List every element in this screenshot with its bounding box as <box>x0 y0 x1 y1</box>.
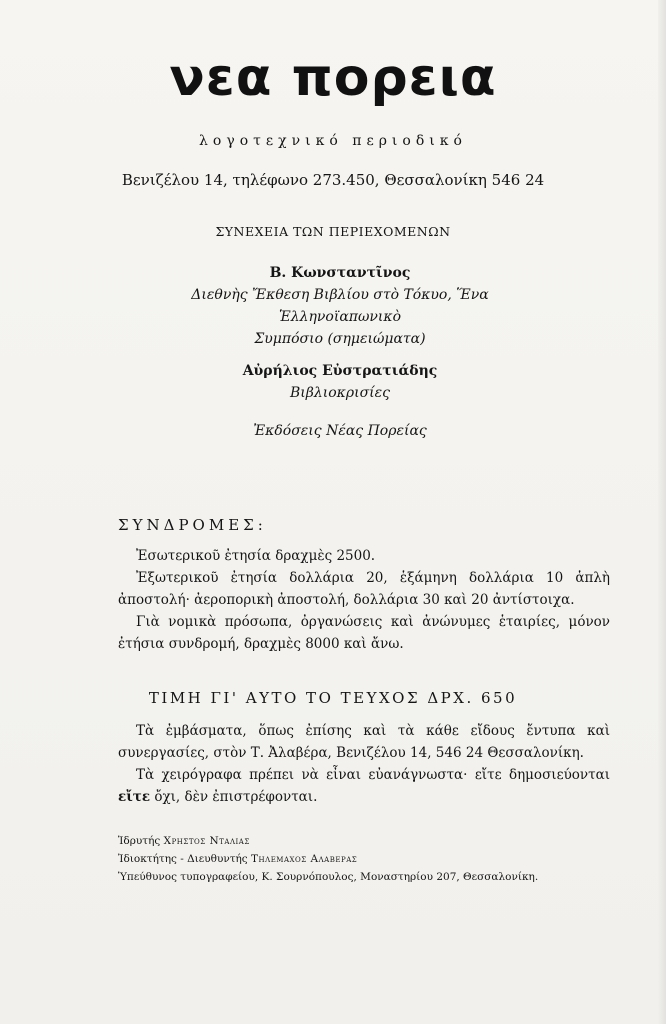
page-edge-shadow <box>658 0 666 1024</box>
contents-author-1: Β. Κωνσταντῖνος <box>269 265 411 281</box>
contents-title-2: Βιβλιοκρισίες <box>290 385 390 401</box>
manuscripts-note-start: Τὰ χειρόγραφα πρέπει νὰ εἶναι εὐανάγνωστα· εἴτε δημοσιεύονται <box>136 767 610 783</box>
colophon-owner <box>118 850 610 868</box>
contents-title-1-line-1: Διεθνὴς Ἔκθεση Βιβλίου στὸ Τόκυο, Ἕνα Ἑλληνοϊαπωνικὸ <box>191 287 489 325</box>
contents-list <box>130 262 550 442</box>
founder-label: Ἱδρυτής <box>118 835 161 847</box>
owner-name: Τηλεμαχος Αλαβερας <box>251 853 358 865</box>
manuscripts-note-bold: εἴτε <box>118 789 151 805</box>
owner-label: Ἰδιοκτήτης - Διευθυντής <box>118 853 248 865</box>
contents-heading: ΣΥΝΕΧΕΙΑ ΤΩΝ ΠΕΡΙΕΧΟΜΕΝΩΝ <box>215 224 451 239</box>
subscriptions-block <box>118 545 610 655</box>
contents-spacer <box>130 350 550 360</box>
colophon-founder <box>118 832 610 850</box>
subscriptions-heading: ΣΥΝΔΡΟΜΕΣ: <box>118 516 267 534</box>
subscription-legal-entities: Γιὰ νομικὰ πρόσωπα, ὀργανώσεις καὶ ἀνώνυμες ἑταιρίες, μόνον ἐτήσια συνδρομή, δραχμὲς 8000 καὶ ἄνω. <box>118 614 610 652</box>
contents-publications: Ἐκδόσεις Νέας Πορείας <box>253 423 427 439</box>
remittance-text: Τὰ ἐμβάσματα, ὅπως ἐπίσης καὶ τὰ κάθε εἴδους ἔντυπα καὶ συνεργασίες, στὸν Τ. Ἀλαβέρα, Βενιζέλου 14, 546 24 Θεσσαλονίκη. <box>118 723 610 761</box>
founder-name: Χρηστος Νταλιας <box>163 835 250 847</box>
manuscripts-note <box>118 764 610 808</box>
manuscripts-note-end: ὄχι, δὲν ἐπιστρέφονται. <box>154 789 318 805</box>
subscription-domestic: Ἐσωτερικοῦ ἐτησία δραχμὲς 2500. <box>136 548 376 564</box>
issue-price: ΤΙΜΗ ΓΙ' ΑΥΤΟ ΤΟ ΤΕΥΧΟΣ ΔΡΧ. 650 <box>148 689 518 707</box>
subscription-foreign: Ἐξωτερικοῦ ἐτησία δολλάρια 20, ἑξάμηνη δολλάρια 10 ἁπλὴ ἀποστολή· ἀεροπορικὴ ἀποστολή, δολλάρια 30 καὶ 20 ἀντίστοιχα. <box>118 570 610 608</box>
magazine-address: Βενιζέλου 14, τηλέφωνο 273.450, Θεσσαλονίκη 546 24 <box>121 171 545 189</box>
colophon <box>118 832 610 886</box>
remittance-block <box>118 720 610 808</box>
magazine-title: νεα πορεια <box>169 48 497 108</box>
contents-title-1-line-2: Συμπόσιο (σημειώματα) <box>254 331 426 347</box>
magazine-subtitle: λογοτεχνικό περιοδικό <box>199 133 467 149</box>
contents-author-2: Αὐρήλιος Εὐστρατιάδης <box>242 363 438 379</box>
colophon-printer: Ὑπεύθυνος τυπογραφείου, Κ. Σουρνόπουλος, Μοναστηρίου 207, Θεσσαλονίκη. <box>118 871 539 883</box>
